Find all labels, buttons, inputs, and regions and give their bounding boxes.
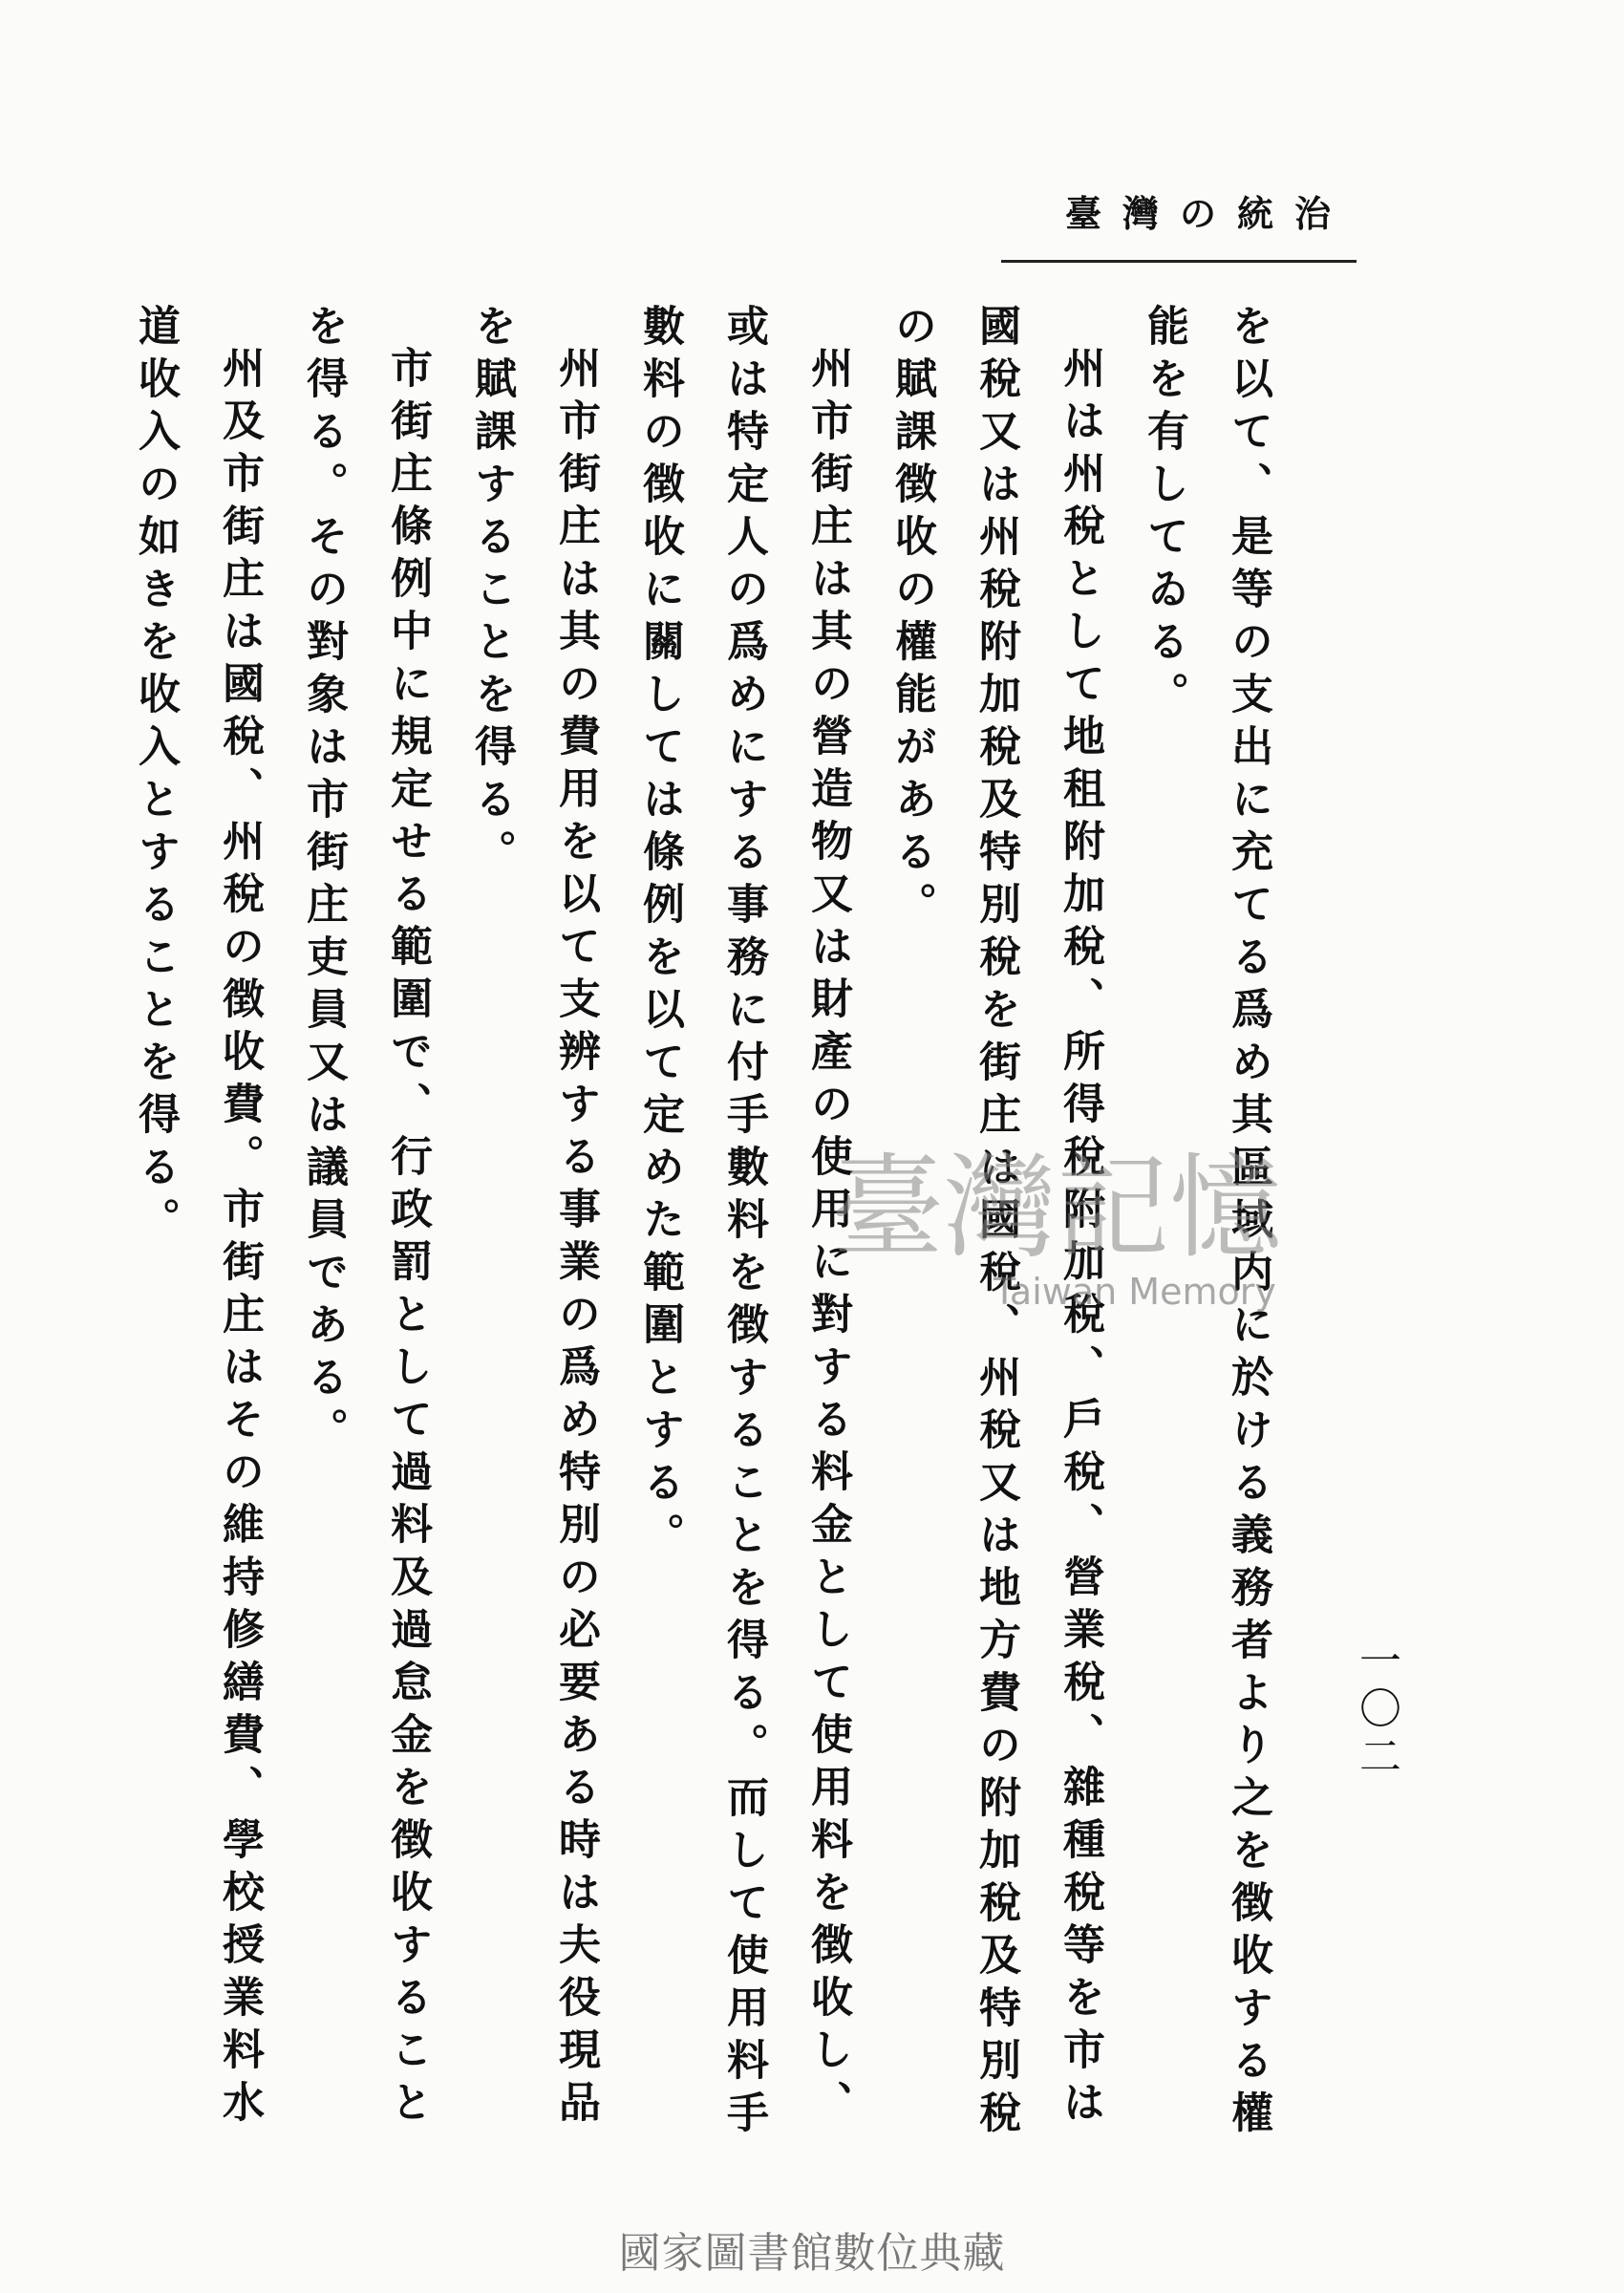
header-rule bbox=[1001, 260, 1357, 263]
paragraph-3: 州市街庄は其の營造物又は財產の使用に對する料金として使用料を徴收し、或は特定人の爲めにする事務に付手數料を徴することを得る。而して使用料手數料の徴收に關しては條例を以て定めた範圍とする。 bbox=[635, 304, 852, 2143]
paragraph-2: 州は州稅として地租附加稅、所得稅附加稅、戶稅、營業稅、雜種稅等を市は國稅又は州稅附加稅及特別稅を街庄は國稅、州稅又は地方費の附加稅及特別稅の賦課徴收の權能がある。 bbox=[887, 304, 1104, 2143]
body-text bbox=[113, 304, 1290, 2167]
paragraph-1: を以て、是等の支出に充てる爲め其區域内に於ける義務者より之を徴收する權能を有してゐる。 bbox=[1140, 304, 1272, 2143]
page-number: 一〇二 bbox=[1352, 1639, 1400, 1782]
running-header: 臺灣の統治 bbox=[1065, 192, 1353, 235]
paragraph-6: 州及市街庄は國稅、州稅の徴收費。市街庄はその維持修繕費、學校授業料水道收入の如きを收入とすることを得る。 bbox=[131, 304, 264, 2132]
paragraph-5: 市街庄條例中に規定せる範圍で、行政罰として過料及過怠金を徴收することを得る。その對象は市街庄吏員又は議員である。 bbox=[299, 304, 432, 2132]
watermark-en-text: Taiwan Memory bbox=[994, 1271, 1276, 1313]
footer-credit: 國家圖書館數位典藏 bbox=[618, 2229, 1006, 2278]
watermark-cjk-text: 臺灣記憶 bbox=[831, 1142, 1283, 1274]
paragraph-4: 州市街庄は其の費用を以て支辨する事業の爲め特別の必要ある時は夫役現品を賦課することを得る。 bbox=[467, 304, 600, 2132]
